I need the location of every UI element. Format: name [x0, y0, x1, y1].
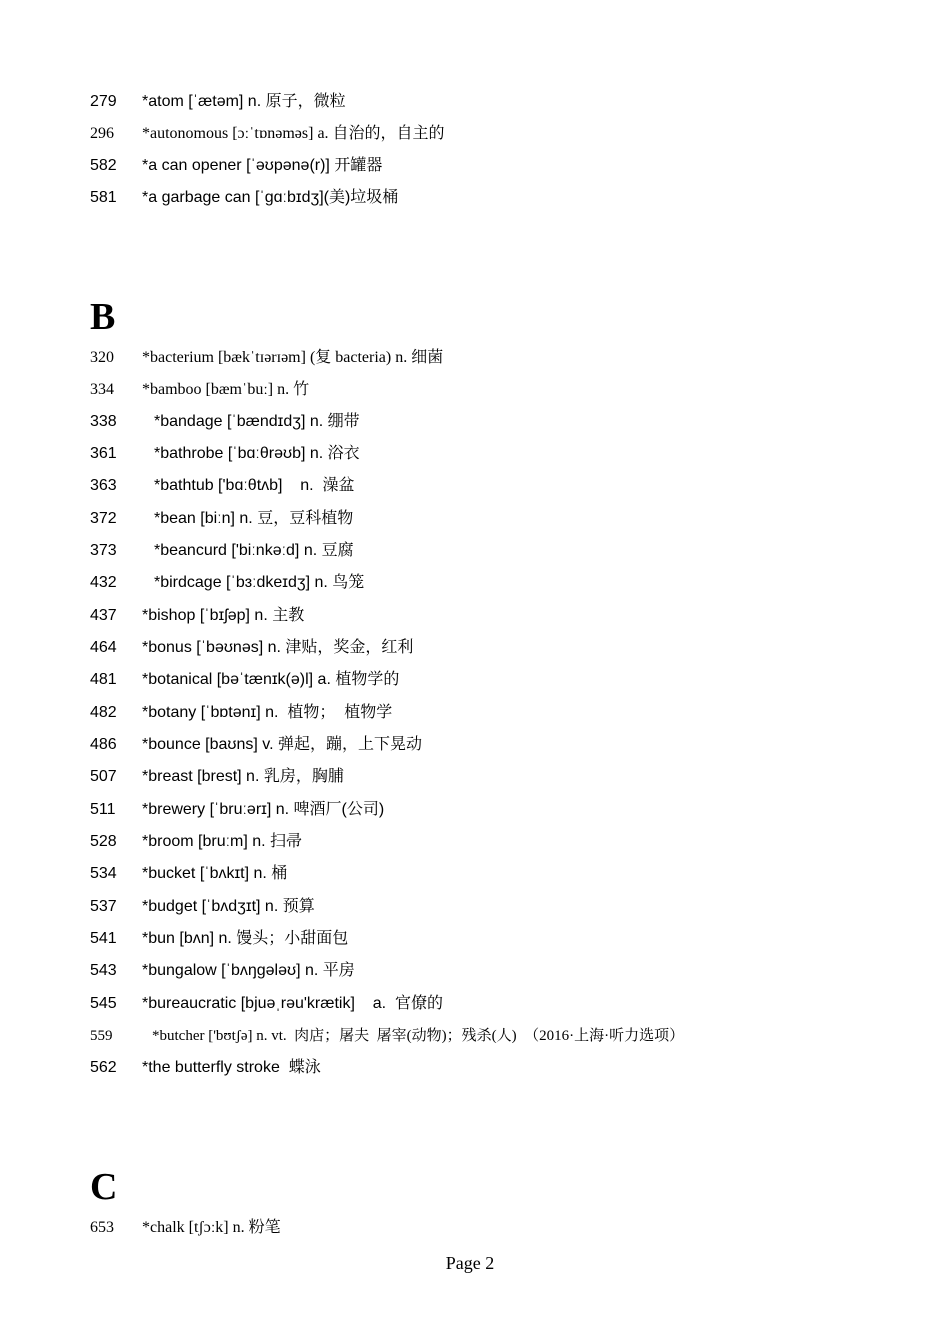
entry-text: *budget [ˈbʌdʒɪt] n. 预算	[142, 898, 315, 915]
entry-text: *breast [brest] n. 乳房，胸脯	[142, 768, 344, 785]
entry-number: 296	[90, 125, 114, 142]
entry-text: *bounce [baʊns] v. 弹起，蹦，上下晃动	[142, 736, 422, 753]
entry-text: *bucket [ˈbʌkɪt] n. 桶	[142, 865, 288, 882]
entry-bun	[90, 924, 348, 954]
entry-number: 373	[90, 542, 117, 559]
entry-number: 541	[90, 930, 117, 947]
entry-text: *bean [biːn] n. 豆，豆科植物	[154, 510, 354, 527]
entry-text: *atom [ˈætəm] n. 原子，微粒	[142, 93, 346, 110]
entry-number: 545	[90, 995, 117, 1012]
entry-text: *bathrobe [ˈbɑːθrəʊb] n. 浴衣	[154, 445, 360, 462]
entry-bounce	[90, 730, 422, 760]
entry-number: 334	[90, 381, 114, 398]
entry-number: 653	[90, 1219, 114, 1236]
entry-chalk	[90, 1213, 281, 1243]
entry-atom	[90, 87, 346, 117]
entry-text: *bonus [ˈbəʊnəs] n. 津贴，奖金，红利	[142, 639, 414, 656]
entry-bungalow	[90, 956, 355, 986]
entry-number: 537	[90, 898, 117, 915]
entry-bacterium	[90, 343, 443, 373]
entry-text: *bungalow [ˈbʌŋɡələʊ] n. 平房	[142, 962, 355, 979]
entry-beancurd	[90, 536, 354, 566]
entry-number: 543	[90, 962, 117, 979]
entry-broom	[90, 827, 302, 857]
entry-bean	[90, 504, 353, 534]
entry-number: 338	[90, 413, 117, 430]
entry-text: *a garbage can [ˈɡɑːbɪdʒ](美)垃圾桶	[142, 189, 399, 206]
entry-text: *bacterium [bækˈtɪərɪəm] (复 bacteria) n. 细菌	[142, 349, 444, 366]
entry-text: *birdcage [ˈbɜːdkeɪdʒ] n. 鸟笼	[154, 574, 365, 591]
entry-text: *bureaucratic [bjuəˌrəu'krætik] a. 官僚的	[142, 995, 443, 1012]
entry-botany	[90, 698, 392, 728]
entry-bureaucratic	[90, 989, 443, 1019]
entry-bandage	[90, 407, 360, 437]
section-heading-c: C	[90, 1166, 118, 1208]
entry-text: *bishop [ˈbɪʃəp] n. 主教	[142, 607, 305, 624]
entry-bathrobe	[90, 439, 360, 469]
entry-butterfly-stroke	[90, 1053, 321, 1083]
entry-number: 581	[90, 189, 117, 206]
entry-text: *bathtub ['bɑːθtʌb] n. 澡盆	[154, 477, 355, 494]
entry-bonus	[90, 633, 413, 663]
entry-number: 464	[90, 639, 117, 656]
entry-text: *the butterfly stroke 蝶泳	[142, 1059, 321, 1076]
entry-bucket	[90, 859, 287, 889]
entry-number: 320	[90, 349, 114, 366]
entry-breast	[90, 762, 344, 792]
entry-bathtub	[90, 471, 355, 501]
entry-number: 511	[90, 801, 116, 818]
entry-number: 481	[90, 671, 117, 688]
entry-text: *bamboo [bæmˈbuː] n. 竹	[142, 381, 310, 398]
entry-text: *bandage [ˈbændɪdʒ] n. 绷带	[154, 413, 360, 430]
entry-number: 437	[90, 607, 117, 624]
entry-text: *brewery [ˈbruːərɪ] n. 啤酒厂(公司)	[142, 801, 385, 818]
entry-bishop	[90, 601, 304, 631]
entry-number: 486	[90, 736, 117, 753]
entry-butcher	[90, 1021, 684, 1051]
entry-text: *chalk [tʃɔːk] n. 粉笔	[142, 1219, 281, 1236]
entry-number: 559	[90, 1028, 113, 1044]
entry-number: 528	[90, 833, 117, 850]
entry-number: 534	[90, 865, 117, 882]
entry-number: 482	[90, 704, 117, 721]
entry-birdcage	[90, 568, 364, 598]
entry-bamboo	[90, 375, 309, 405]
entry-autonomous	[90, 119, 445, 149]
entry-number: 562	[90, 1059, 117, 1076]
entry-garbage-can	[90, 183, 398, 213]
entry-text: *a can opener [ˈəʊpənə(r)] 开罐器	[142, 157, 383, 174]
entry-budget	[90, 892, 315, 922]
entry-text: *bun [bʌn] n. 馒头；小甜面包	[142, 930, 349, 947]
page-number: Page 2	[445, 1253, 495, 1273]
entry-text: *beancurd ['biːnkəːd] n. 豆腐	[154, 542, 354, 559]
entry-text: *butcher ['bʊtʃə] n. vt. 肉店；屠夫 屠宰(动物)；残杀(人) （2016·上海·听力选项）	[152, 1028, 685, 1044]
entry-number: 582	[90, 157, 117, 174]
entry-number: 507	[90, 768, 117, 785]
entry-number: 363	[90, 477, 117, 494]
entry-text: *broom [bruːm] n. 扫帚	[142, 833, 303, 850]
entry-text: *botany [ˈbɒtənɪ] n. 植物； 植物学	[142, 704, 393, 721]
entry-number: 432	[90, 574, 117, 591]
entry-brewery	[90, 795, 384, 825]
entry-number: 361	[90, 445, 117, 462]
entry-text: *autonomous [ɔːˈtɒnəməs] a. 自治的，自主的	[142, 125, 445, 142]
entry-text: *botanical [bəˈtænɪk(ə)l] a. 植物学的	[142, 671, 400, 688]
entry-number: 372	[90, 510, 117, 527]
section-heading-b: B	[90, 296, 116, 338]
entry-botanical	[90, 665, 399, 695]
entry-number: 279	[90, 93, 117, 110]
entry-can-opener	[90, 151, 382, 181]
